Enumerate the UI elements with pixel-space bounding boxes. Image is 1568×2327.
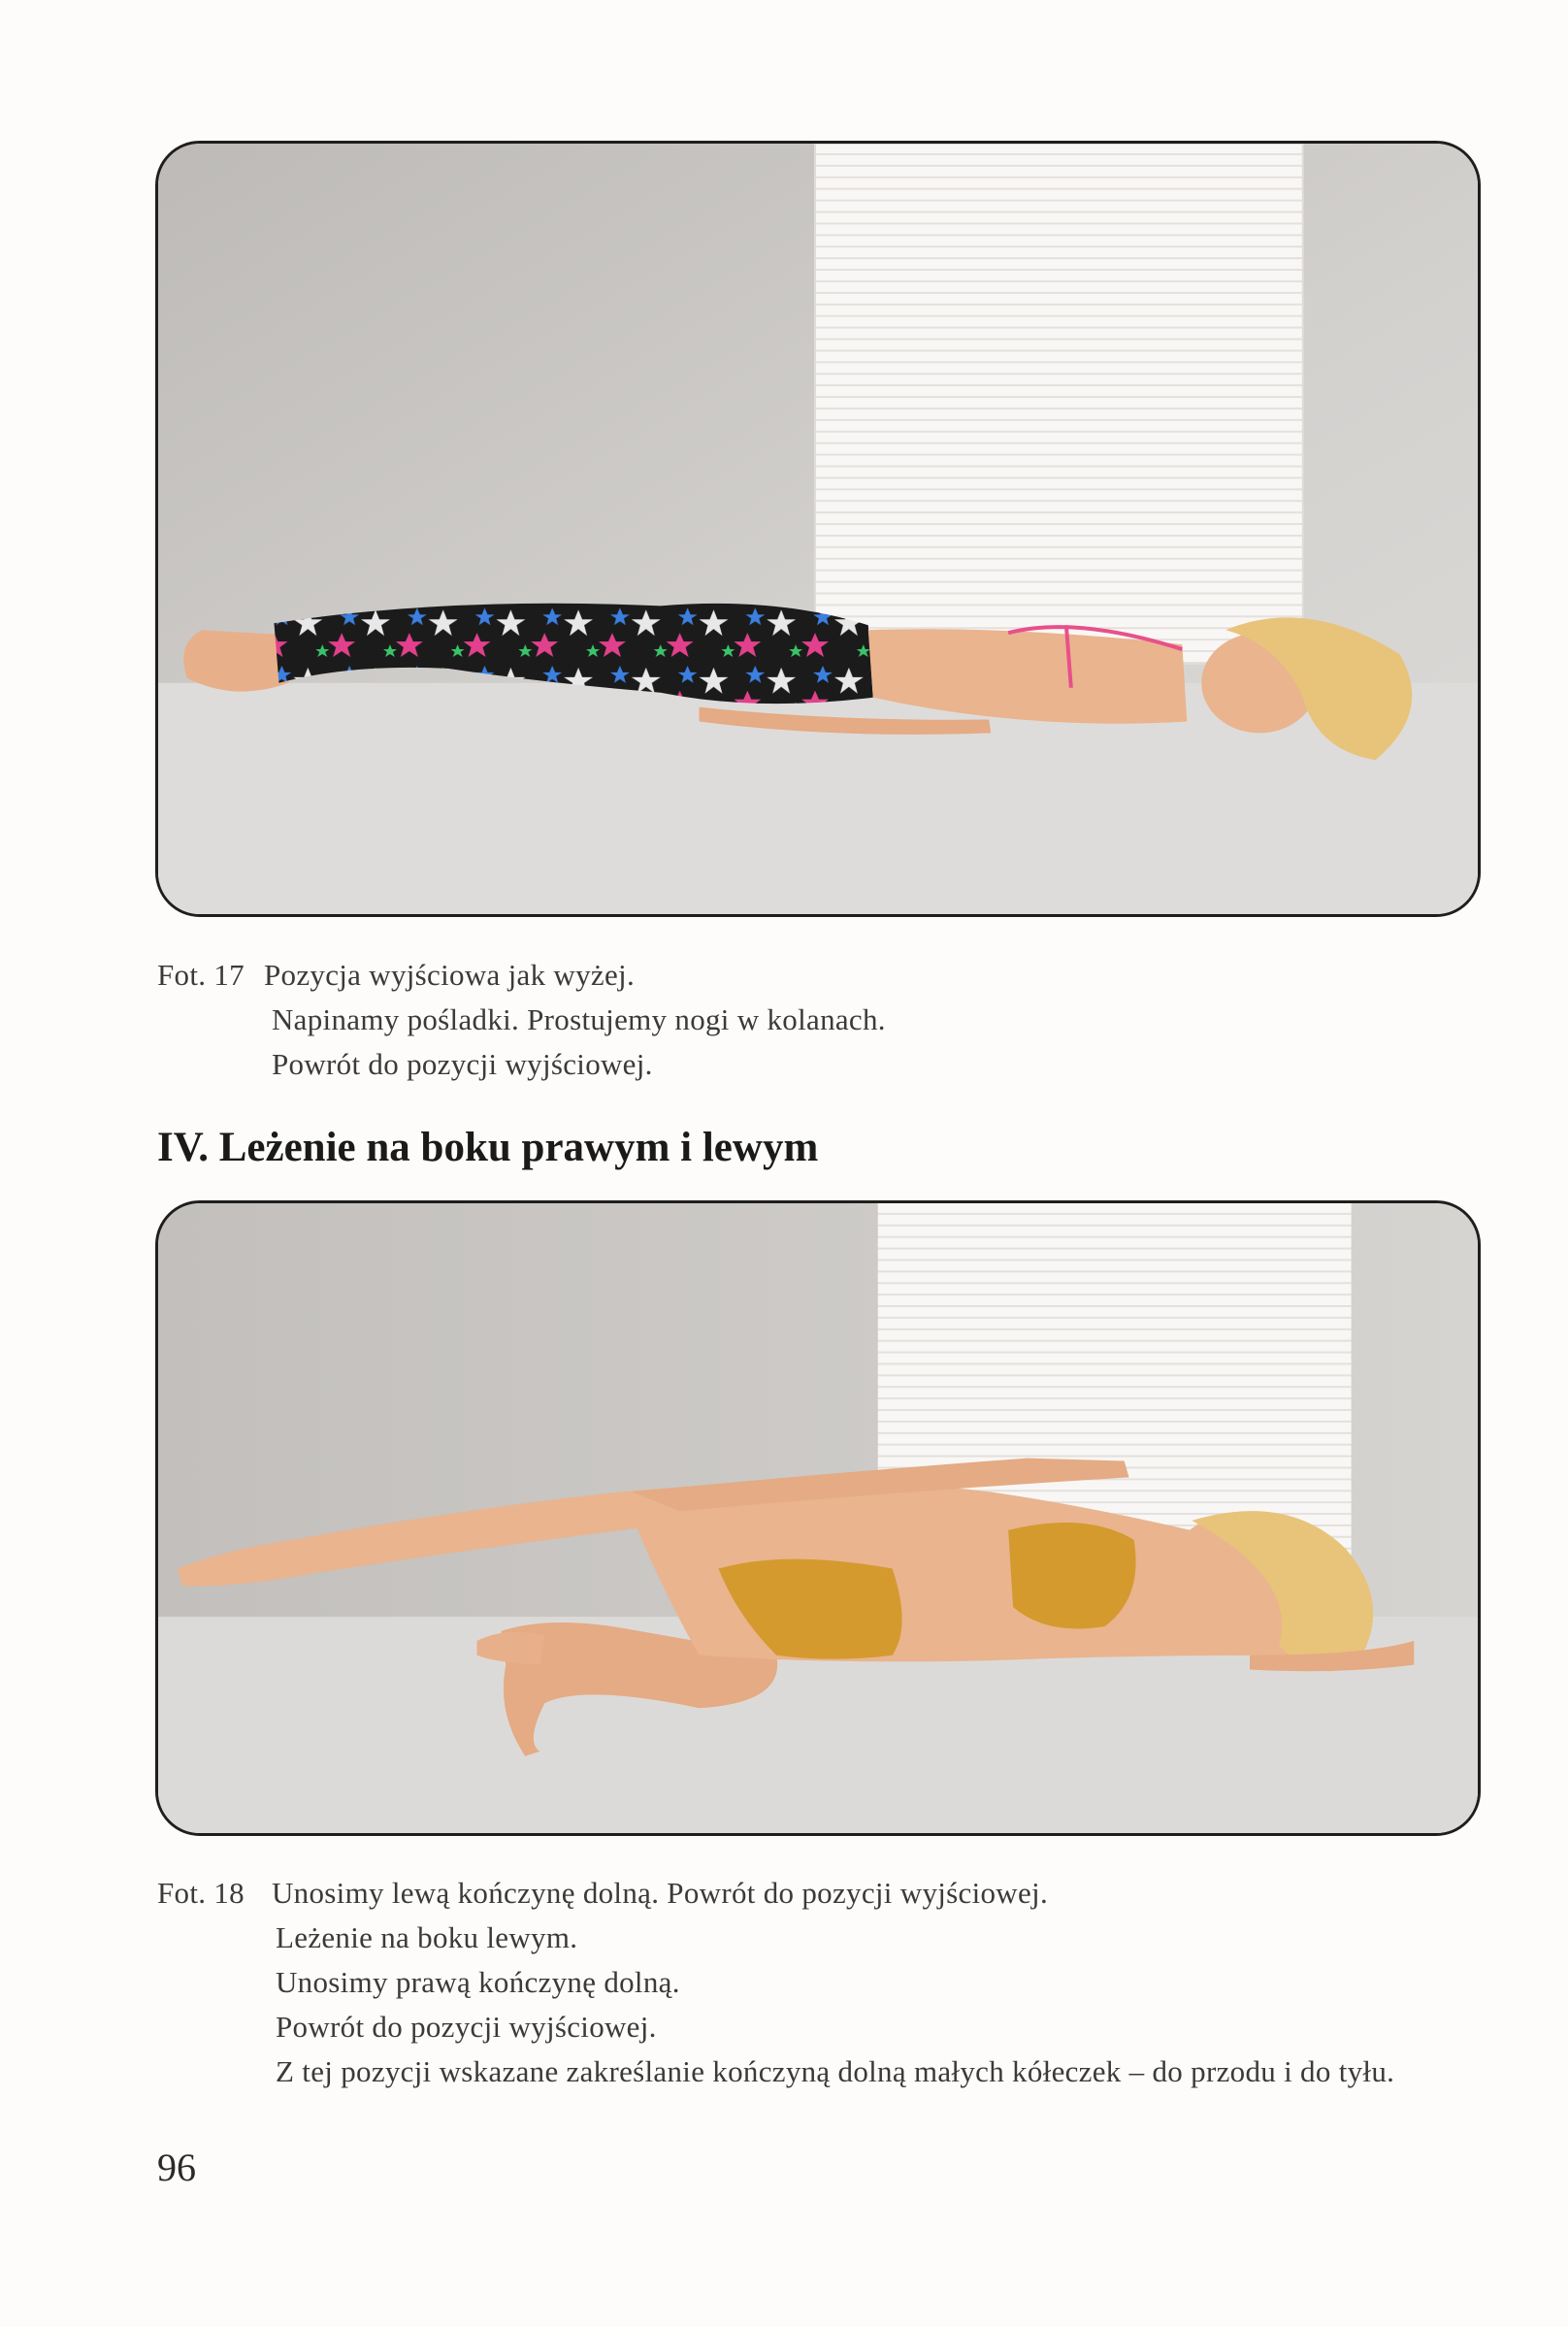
caption-fot-18	[157, 1871, 1477, 2104]
caption-line: Unosimy prawą kończynę dolną.	[276, 1965, 680, 1999]
caption-line: Powrót do pozycji wyjściowej.	[272, 1047, 653, 1081]
caption-line: Leżenie na boku lewym.	[276, 1920, 578, 1954]
caption-line: Napinamy pośladki. Prostujemy nogi w kolanach.	[272, 1002, 886, 1036]
caption-line: Pozycja wyjściowa jak wyżej.	[264, 958, 636, 992]
caption-fot-17	[157, 953, 1419, 1098]
caption-label: Fot. 18	[157, 1876, 245, 1910]
photo-fot-17	[155, 141, 1481, 917]
section-heading: IV. Leżenie na boku prawym i lewym	[157, 1125, 819, 1170]
caption-line: Unosimy lewą kończynę dolną. Powrót do pozycji wyjściowej.	[272, 1876, 1048, 1910]
photo-fot-18-image	[158, 1203, 1478, 1833]
caption-line: Powrót do pozycji wyjściowej.	[276, 2010, 657, 2044]
page-number: 96	[157, 2146, 196, 2189]
photo-fot-18	[155, 1200, 1481, 1836]
caption-label: Fot. 17	[157, 958, 245, 992]
photo-fot-17-image	[158, 144, 1478, 914]
caption-line: Z tej pozycji wskazane zakreślanie kończyną dolną małych kółeczek – do przodu i do tyłu.	[276, 2054, 1395, 2088]
